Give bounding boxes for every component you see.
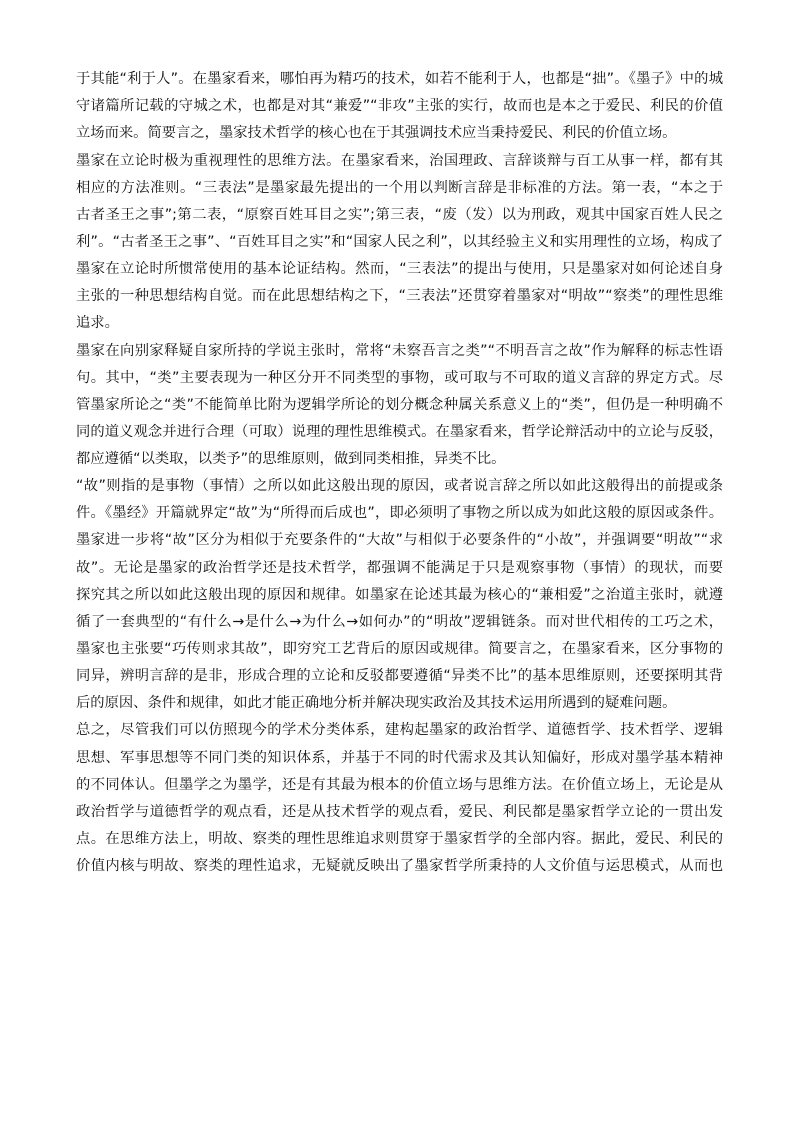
text-line: 句。其中，“类”主要表现为一种区分开不同类型的事物，或可取与不可取的道义言辞的界定方式。尽 [76,370,723,386]
text-line: 循了一套典型的“有什么→是什么→为什么→如何办”的“明故”逻辑链条。而对世代相传的工巧之术， [76,614,723,630]
text-line: 追求。 [76,315,119,331]
text-line: 墨家也主张要“巧传则求其故”，即穷究工艺背后的原因或规律。简要言之，在墨家看来，区分事物的 [76,641,723,657]
text-line: 相应的方法准则。“三表法”是墨家最先提出的一个用以判断言辞是非标准的方法。第一表，“本之于 [76,180,723,196]
text-line: 都应遵循“以类取，以类予”的思维原则，做到同类相推，异类不比。 [76,451,506,467]
text-line: 墨家在向别家释疑自家所持的学说主张时，常将“未察吾言之类”“不明吾言之故”作为解释的标志性语 [76,343,723,359]
text-line: 的不同体认。但墨学之为墨学，还是有其最为根本的价值立场与思维方法。在价值立场上，无论是从 [76,777,723,793]
text-line: 墨家进一步将“故”区分为相似于充要条件的“大故”与相似于必要条件的“小故”，并强调要“明故”“求 [76,532,723,548]
text-line: 立场而来。简要言之，墨家技术哲学的核心也在于其强调技术应当秉持爱民、利民的价值立场。 [76,125,677,141]
text-line: 故”。无论是墨家的政治哲学还是技术哲学，都强调不能满足于只是观察事物（事情）的现状，而要 [76,560,723,576]
text-line: 件。《墨经》开篇就界定“故”为“所得而后成也”，即必须明了事物之所以成为如此这般的原因或条件。 [76,505,723,521]
text-line: 古者圣王之事”;第二表，“原察百姓耳目之实”;第三表，“废（发）以为刑政，观其中国家百姓人民之 [76,207,723,223]
text-line: 点。在思维方法上，明故、察类的理性思维追求则贯穿于墨家哲学的全部内容。据此，爱民、利民的 [76,831,723,847]
text-line: 政治哲学与道德哲学的观点看，还是从技术哲学的观点看，爱民、利民都是墨家哲学立论的一贯出发 [76,804,723,820]
text-line: 利”。“古者圣王之事”、“百姓耳目之实”和“国家人民之利”，以其经验主义和实用理性的立场，构成了 [76,234,723,250]
text-line: 探究其之所以如此这般出现的原因和规律。如墨家在论述其最为核心的“兼相爱”之治道主张时，就遵 [76,587,723,603]
text-line: 思想、军事思想等不同门类的知识体系，并基于不同的时代需求及其认知偏好，形成对墨学基本精神 [76,750,723,766]
text-line: 同异，辨明言辞的是非，形成合理的立论和反驳都要遵循“异类不比”的基本思维原则，还要探明其背 [76,668,723,684]
text-line: 主张的一种思想结构自觉。而在此思想结构之下，“三表法”还贯穿着墨家对“明故”“察类”的理性思维 [76,288,723,304]
text-line: 管墨家所论之“类”不能简单比附为逻辑学所论的划分概念种属关系意义上的“类”，但仍是一种明确不 [76,397,723,413]
text-line: 守诸篇所记载的守城之术，也都是对其“兼爱”“非攻”主张的实行，故而也是本之于爱民、利民的价值 [76,98,723,114]
text-line: 总之，尽管我们可以仿照现今的学术分类体系，建构起墨家的政治哲学、道德哲学、技术哲学、逻辑 [76,722,723,738]
text-line: 价值内核与明故、察类的理性追求，无疑就反映出了墨家哲学所秉持的人文价值与运思模式，从而也 [76,858,723,874]
text-line: 同的道义观念并进行合理（可取）说理的理性思维模式。在墨家看来，哲学论辩活动中的立论与反驳， [76,424,723,440]
text-line: 后的原因、条件和规律，如此才能正确地分析并解决现实政治及其技术运用所遇到的疑难问题。 [76,695,677,711]
text-line: 墨家在立论时极为重视理性的思维方法。在墨家看来，治国理政、言辞谈辩与百工从事一样，都有其 [76,153,723,169]
text-line: 墨家在立论时所惯常使用的基本论证结构。然而，“三表法”的提出与使用，只是墨家对如何论述自身 [76,261,723,277]
text-line: 于其能“利于人”。在墨家看来，哪怕再为精巧的技术，如若不能利于人，也都是“拙”。《墨子》中的城 [76,71,723,87]
text-line: “故”则指的是事物（事情）之所以如此这般出现的原因，或者说言辞之所以如此这般得出的前提或条 [76,478,723,494]
